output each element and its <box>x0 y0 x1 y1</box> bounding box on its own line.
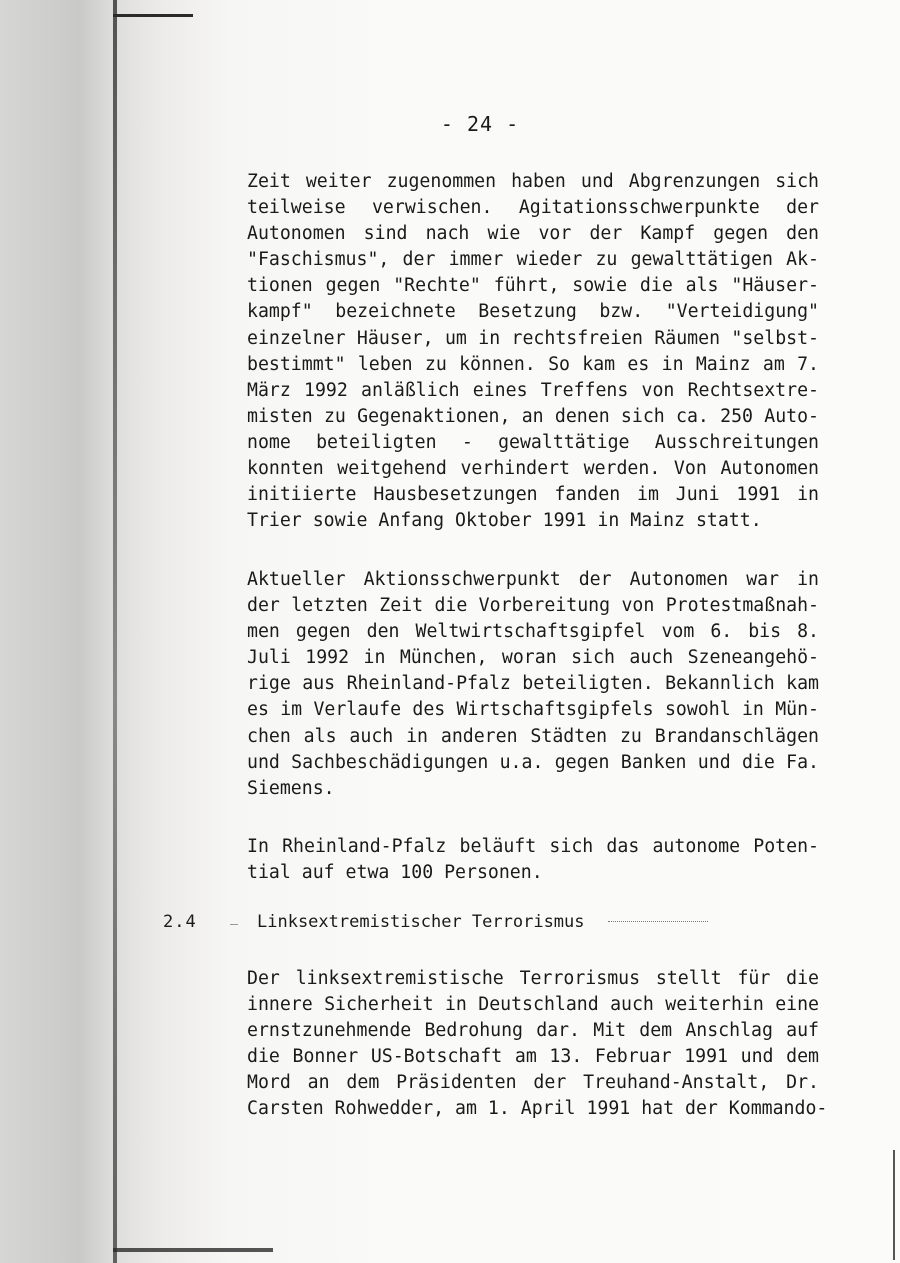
text-line: "Faschismus", der immer wieder zu gewalttätigen Ak- <box>247 249 819 271</box>
section-number: 2.4 <box>163 912 197 932</box>
text-line: ernstzunehmende Bedrohung dar. Mit dem Anschlag auf <box>247 1020 819 1042</box>
scan-shadow-bottom-edge <box>113 1248 273 1252</box>
text-line: die Bonner US-Botschaft am 13. Februar 1991 und dem <box>247 1046 819 1068</box>
text-line: Juli 1992 in München, woran sich auch Szeneangehö- <box>247 647 819 669</box>
margin-mark <box>230 924 238 925</box>
text-line: und Sachbeschädigungen u.a. gegen Banken und die Fa. <box>247 751 819 773</box>
paragraph-3 <box>247 834 819 886</box>
text-line: Aktueller Aktionsschwerpunkt der Autonomen war in <box>247 569 819 590</box>
paragraph-4 <box>247 966 828 1123</box>
text-line: kampf" bezeichnete Besetzung bzw. "Verteidigung" <box>247 301 819 323</box>
text-line: Der linksextremistische Terrorismus stellt für die <box>247 968 819 989</box>
text-line: Carsten Rohwedder, am 1. April 1991 hat der Kommando- <box>247 1098 828 1120</box>
scan-shadow-right-edge <box>893 1150 895 1260</box>
text-line: Siemens. <box>247 777 335 799</box>
paragraph-2 <box>247 567 819 802</box>
text-line: initiierte Hausbesetzungen fanden im Juni 1991 in <box>247 484 819 506</box>
paragraph-1 <box>247 169 819 534</box>
text-line: der letzten Zeit die Vorbereitung von Protestmaßnah- <box>247 595 819 617</box>
text-line: teilweise verwischen. Agitationsschwerpunkte der <box>247 197 819 219</box>
text-line: Mord an dem Präsidenten der Treuhand-Anstalt, Dr. <box>247 1072 819 1094</box>
text-line: Autonomen sind nach wie vor der Kampf gegen den <box>247 223 819 245</box>
text-line: In Rheinland-Pfalz beläuft sich das autonome Poten- <box>247 836 819 857</box>
text-line: tionen gegen "Rechte" führt, sowie die als "Häuser- <box>247 275 819 297</box>
heading-underline-mark <box>608 921 708 923</box>
scan-shadow-left-edge <box>113 0 117 1263</box>
scan-shadow-top-edge <box>113 14 193 17</box>
text-line: bestimmt" leben zu können. So kam es in Mainz am 7. <box>247 353 819 375</box>
text-line: chen als auch in anderen Städten zu Brandanschlägen <box>247 725 819 747</box>
text-line: Trier sowie Anfang Oktober 1991 in Mainz statt. <box>247 510 762 532</box>
text-line: nome beteiligten - gewalttätige Ausschreitungen <box>247 431 819 453</box>
text-line: innere Sicherheit in Deutschland auch weiterhin eine <box>247 994 819 1016</box>
text-line: rige aus Rheinland-Pfalz beteiligten. Bekannlich kam <box>247 673 819 695</box>
text-line: Zeit weiter zugenommen haben und Abgrenzungen sich <box>247 171 819 192</box>
text-line: es im Verlaufe des Wirtschaftsgipfels sowohl in Mün- <box>247 699 819 721</box>
text-line: misten zu Gegenaktionen, an denen sich ca. 250 Auto- <box>247 405 819 427</box>
text-line: März 1992 anläßlich eines Treffens von Rechtsextre- <box>247 379 819 401</box>
text-line: tial auf etwa 100 Personen. <box>247 862 543 884</box>
page-number: - 24 - <box>440 112 520 136</box>
text-line: konnten weitgehend verhindert werden. Von Autonomen <box>247 458 819 480</box>
text-line: men gegen den Weltwirtschaftsgipfel vom 6. bis 8. <box>247 621 819 643</box>
section-heading: Linksextremistischer Terrorismus <box>257 912 585 932</box>
text-line: einzelner Häuser, um in rechtsfreien Räumen "selbst- <box>247 327 819 349</box>
